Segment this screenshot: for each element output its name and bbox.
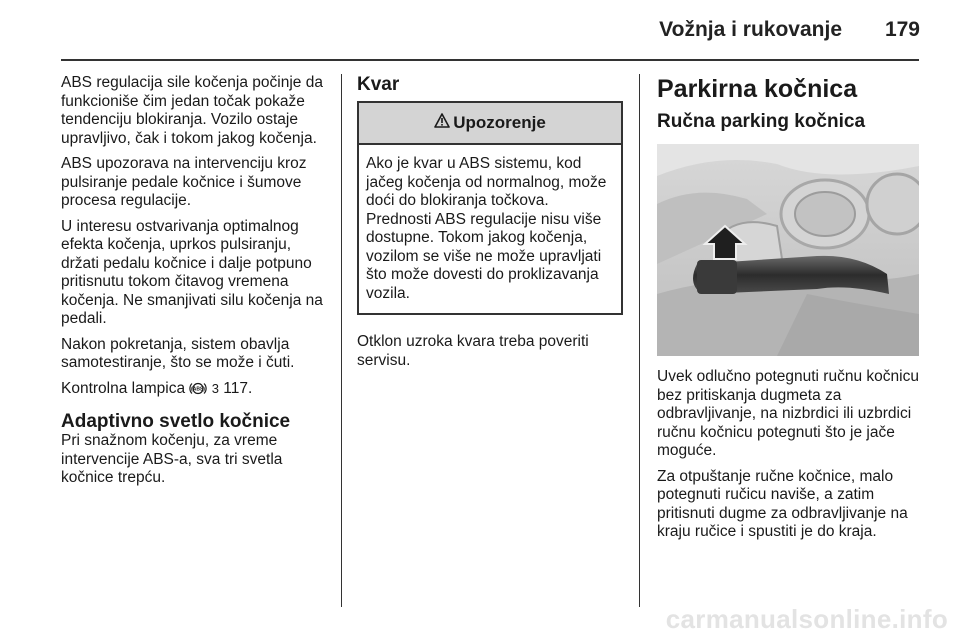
site-watermark: carmanualsonline.info xyxy=(665,604,948,634)
fault-heading: Kvar xyxy=(357,74,400,95)
adaptive-brake-light-paragraph: Pri snažnom kočenju, za vreme intervencije ABS-a, sva tri svetla kočnice trepću. xyxy=(61,432,283,486)
page-number: 179 xyxy=(884,18,920,41)
adaptive-brake-light-heading: Adaptivno svetlo kočnice xyxy=(61,411,291,432)
warning-text: Ako je kvar u ABS sistemu, kod jačeg kočenja od normalnog, može doći do blokiranja točkova. Prednosti ABS regulacije nisu više dostupne. Tokom jakog kočenja, vozilom se više ne može upravljati što može dovesti do proklizavanja vozila. xyxy=(366,155,607,302)
abs-symbol-text: (ABS) xyxy=(191,386,206,392)
parking-brake-heading: Parkirna kočnica xyxy=(657,75,858,103)
chapter-title: Vožnja i rukovanje xyxy=(659,18,842,41)
abs-pedal-paragraph: U interesu ostvarivanja optimalnog efekta kočenja, uprkos pulsiranju, držati pedalu kočnice i dalje potpuno pritisnutu tokom čitavog vremena kočenja. Ne smanjivati silu kočenja na pedali. xyxy=(61,217,323,327)
column-divider-1 xyxy=(341,74,342,607)
warning-title: Upozorenje xyxy=(453,112,546,132)
hand-brake-subheading: Ručna parking kočnica xyxy=(657,111,866,132)
header-rule xyxy=(61,59,919,61)
fault-service-paragraph: Otklon uzroka kvara treba poveriti servisu. xyxy=(357,333,589,369)
control-lamp-page-ref: 117. xyxy=(223,379,253,397)
column-middle xyxy=(357,74,623,377)
page-ref-arrow-icon: 3 xyxy=(211,380,219,396)
warning-box xyxy=(357,101,623,315)
abs-lamp-icon xyxy=(189,381,207,402)
abs-pulsing-paragraph: ABS upozorava na intervenciju kroz pulsiranje pedale kočnice i šumove procesa regulacije. xyxy=(61,155,307,209)
abs-selftest-paragraph: Nakon pokretanja, sistem obavlja samotestiranje, što se može i čuti. xyxy=(61,335,295,371)
column-left xyxy=(61,74,333,495)
release-hand-brake-paragraph: Za otpuštanje ručne kočnice, malo potegnuti ručicu naviše, a zatim pritisnuti dugme za odbravljivanje na kraju ručice i spustiti je do kraja. xyxy=(657,467,908,540)
warning-header xyxy=(359,103,621,145)
warning-triangle-icon xyxy=(434,113,450,133)
hand-brake-illustration xyxy=(657,144,919,356)
column-right xyxy=(657,74,923,549)
control-lamp-text: Kontrolna lampica xyxy=(61,379,186,397)
page-header xyxy=(0,0,960,62)
abs-intro-paragraph: ABS regulacija sile kočenja počinje da funkcioniše čim jedan točak pokaže tendenciju blokiranja. Vozilo ostaje upravljivo, čak i tokom jakog kočenja. xyxy=(61,74,323,147)
pull-hand-brake-paragraph: Uvek odlučno potegnuti ručnu kočnicu bez pritiskanja dugmeta za odbravljivanje, na nizbrdici ili uzbrdici ručnu kočnicu potegnuti što je jače moguće. xyxy=(657,368,919,459)
column-divider-2 xyxy=(639,74,640,607)
control-lamp-paragraph xyxy=(61,380,333,402)
